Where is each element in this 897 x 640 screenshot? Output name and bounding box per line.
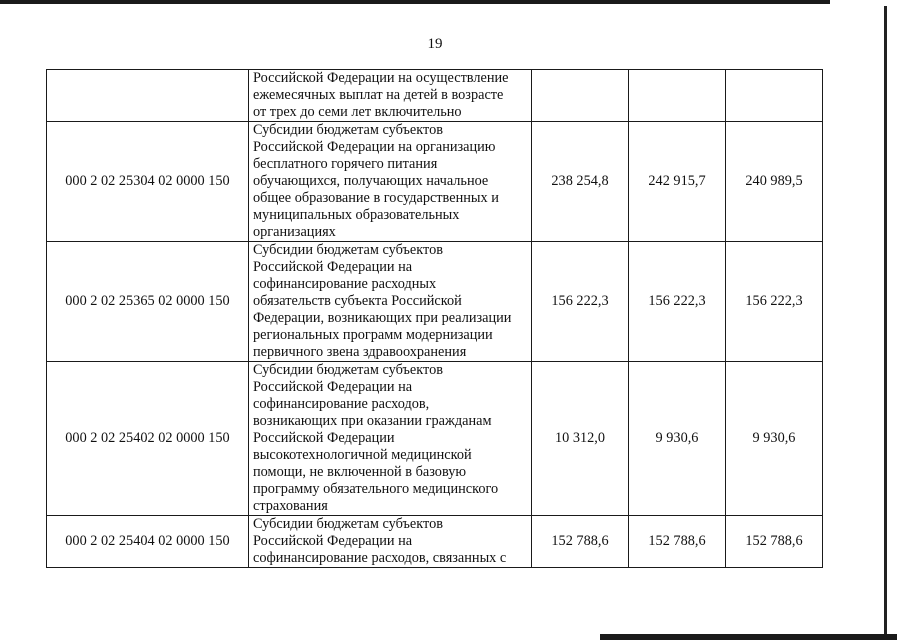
table-row [47, 516, 823, 568]
table-row [47, 70, 823, 122]
row-value-2: 9 930,6 [629, 362, 726, 516]
row-code [47, 70, 249, 122]
row-code: 000 2 02 25404 02 0000 150 [47, 516, 249, 568]
row-value-1: 152 788,6 [532, 516, 629, 568]
table-row [47, 362, 823, 516]
row-value-2: 242 915,7 [629, 122, 726, 242]
row-value-2 [629, 70, 726, 122]
scan-edge-right [884, 6, 887, 640]
row-description: Субсидии бюджетам субъектов Российской Федерации на софинансирование расходных обязательств субъекта Российской Федерации, возникающих при реализации региональных программ модернизации первичного звена здравоохранения [249, 242, 532, 362]
row-value-2: 152 788,6 [629, 516, 726, 568]
row-description: Российской Федерации на осуществление ежемесячных выплат на детей в возрасте от трех до семи лет включительно [249, 70, 532, 122]
row-value-1: 10 312,0 [532, 362, 629, 516]
row-value-3: 152 788,6 [726, 516, 823, 568]
row-value-3: 156 222,3 [726, 242, 823, 362]
row-value-1: 156 222,3 [532, 242, 629, 362]
row-description: Субсидии бюджетам субъектов Российской Федерации на софинансирование расходов, возникающих при оказании гражданам Российской Федерации высокотехнологичной медицинской помощи, не включенной в базовую программу обязательного медицинского страхования [249, 362, 532, 516]
row-value-1 [532, 70, 629, 122]
row-value-3: 240 989,5 [726, 122, 823, 242]
budget-table [46, 69, 823, 568]
row-value-2: 156 222,3 [629, 242, 726, 362]
row-code: 000 2 02 25402 02 0000 150 [47, 362, 249, 516]
row-value-3 [726, 70, 823, 122]
row-code: 000 2 02 25304 02 0000 150 [47, 122, 249, 242]
page-number: 19 [427, 36, 443, 52]
row-description: Субсидии бюджетам субъектов Российской Федерации на организацию бесплатного горячего питания обучающихся, получающих начальное общее образование в государственных и муниципальных образовательных организациях [249, 122, 532, 242]
row-value-1: 238 254,8 [532, 122, 629, 242]
table-row [47, 242, 823, 362]
row-code: 000 2 02 25365 02 0000 150 [47, 242, 249, 362]
row-description: Субсидии бюджетам субъектов Российской Федерации на софинансирование расходов, связанных с [249, 516, 532, 568]
scan-edge-bottom [600, 634, 897, 640]
table-row [47, 122, 823, 242]
scan-edge-top [0, 0, 830, 4]
row-value-3: 9 930,6 [726, 362, 823, 516]
